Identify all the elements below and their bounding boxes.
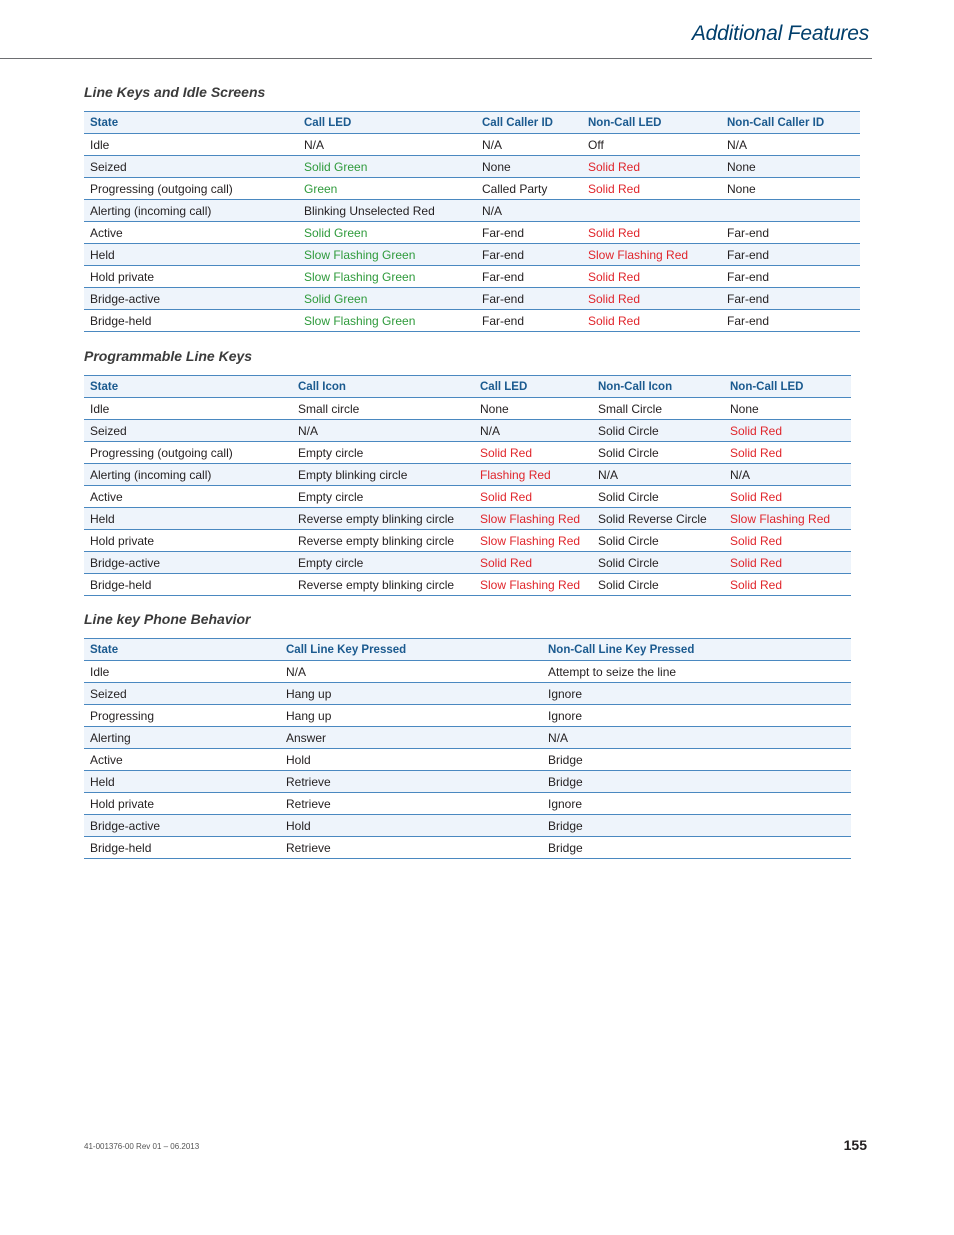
table-cell: N/A xyxy=(476,134,582,156)
table-cell: Slow Flashing Green xyxy=(298,244,476,266)
table-cell: Bridge xyxy=(542,749,851,771)
table-cell: Solid Red xyxy=(724,442,851,464)
table-cell xyxy=(721,200,860,222)
table-cell: Far-end xyxy=(721,222,860,244)
table-cell: Empty blinking circle xyxy=(292,464,474,486)
table-cell: Reverse empty blinking circle xyxy=(292,574,474,596)
table-cell: None xyxy=(724,398,851,420)
table-cell: Reverse empty blinking circle xyxy=(292,508,474,530)
table-cell: Empty circle xyxy=(292,486,474,508)
table-cell: Solid Red xyxy=(582,156,721,178)
table-row xyxy=(84,442,851,464)
table-cell: Active xyxy=(84,749,280,771)
table-cell: Idle xyxy=(84,134,298,156)
table-cell: Alerting (incoming call) xyxy=(84,200,298,222)
table-cell: Idle xyxy=(84,398,292,420)
table-row xyxy=(84,244,860,266)
section-heading: Programmable Line Keys xyxy=(84,348,253,364)
table-cell: Solid Circle xyxy=(592,530,724,552)
table-cell: Seized xyxy=(84,156,298,178)
table-cell: Reverse empty blinking circle xyxy=(292,530,474,552)
table-cell: Small Circle xyxy=(592,398,724,420)
column-header: Call Line Key Pressed xyxy=(280,639,542,661)
table-cell: Solid Reverse Circle xyxy=(592,508,724,530)
column-header: State xyxy=(84,376,292,398)
table-cell: Far-end xyxy=(476,288,582,310)
header-rule xyxy=(0,58,872,59)
column-header: Non-Call Caller ID xyxy=(721,112,860,134)
table-cell: Ignore xyxy=(542,705,851,727)
table-cell: Solid Circle xyxy=(592,442,724,464)
table-row xyxy=(84,310,860,332)
table-cell: Hold xyxy=(280,815,542,837)
table-cell: None xyxy=(721,156,860,178)
table-cell: N/A xyxy=(292,420,474,442)
table-cell: Bridge-held xyxy=(84,310,298,332)
table-header-row xyxy=(84,376,851,398)
table-cell: Alerting (incoming call) xyxy=(84,464,292,486)
table-cell: Solid Red xyxy=(724,420,851,442)
table-header-row xyxy=(84,112,860,134)
line-keys-idle-table xyxy=(84,111,860,332)
table-cell: Hold private xyxy=(84,530,292,552)
table-cell: Answer xyxy=(280,727,542,749)
table-cell: None xyxy=(474,398,592,420)
column-header: Non-Call LED xyxy=(582,112,721,134)
table-cell: N/A xyxy=(476,200,582,222)
table-cell: Bridge xyxy=(542,815,851,837)
table-cell: Solid Green xyxy=(298,222,476,244)
table-cell: Hang up xyxy=(280,705,542,727)
table-row xyxy=(84,178,860,200)
table-cell: Solid Red xyxy=(582,288,721,310)
table-row xyxy=(84,815,851,837)
table-header-row xyxy=(84,639,851,661)
table-cell: N/A xyxy=(724,464,851,486)
table-row xyxy=(84,266,860,288)
table-cell: Solid Red xyxy=(724,574,851,596)
table-cell: Hold xyxy=(280,749,542,771)
table-row xyxy=(84,420,851,442)
table-cell: Held xyxy=(84,244,298,266)
table-cell: Held xyxy=(84,508,292,530)
table-cell: Solid Red xyxy=(582,310,721,332)
table-row xyxy=(84,530,851,552)
table-cell: Solid Green xyxy=(298,156,476,178)
table-cell: Progressing (outgoing call) xyxy=(84,442,292,464)
table-cell: Solid Red xyxy=(582,266,721,288)
table-cell: Slow Flashing Red xyxy=(724,508,851,530)
table-cell: Solid Green xyxy=(298,288,476,310)
page-header-title: Additional Features xyxy=(691,22,869,45)
table-cell: Ignore xyxy=(542,683,851,705)
table-cell: Empty circle xyxy=(292,552,474,574)
table-cell: Hold private xyxy=(84,266,298,288)
table-cell: Retrieve xyxy=(280,793,542,815)
table-cell: Far-end xyxy=(476,244,582,266)
table-row xyxy=(84,574,851,596)
table-cell: Off xyxy=(582,134,721,156)
table-cell: Small circle xyxy=(292,398,474,420)
table-cell: Far-end xyxy=(721,244,860,266)
table-row xyxy=(84,288,860,310)
table-cell: Bridge xyxy=(542,771,851,793)
table-cell: Slow Flashing Red xyxy=(474,530,592,552)
table-cell: Ignore xyxy=(542,793,851,815)
column-header: State xyxy=(84,639,280,661)
table-cell: N/A xyxy=(298,134,476,156)
table-row xyxy=(84,508,851,530)
table-row xyxy=(84,727,851,749)
column-header: Non-Call Icon xyxy=(592,376,724,398)
table-row xyxy=(84,464,851,486)
table-cell: Attempt to seize the line xyxy=(542,661,851,683)
table-cell: Held xyxy=(84,771,280,793)
table-cell: None xyxy=(476,156,582,178)
table-cell: Alerting xyxy=(84,727,280,749)
column-header: State xyxy=(84,112,298,134)
table-cell: Far-end xyxy=(476,222,582,244)
table-cell: Slow Flashing Red xyxy=(474,574,592,596)
footer-page-number: 155 xyxy=(843,1137,867,1153)
table-cell: Progressing xyxy=(84,705,280,727)
table-row xyxy=(84,552,851,574)
column-header: Non-Call Line Key Pressed xyxy=(542,639,851,661)
table-row xyxy=(84,837,851,859)
table-cell: Seized xyxy=(84,683,280,705)
table-cell: Bridge-held xyxy=(84,837,280,859)
footer-doc-id: 41-001376-00 Rev 01 – 06.2013 xyxy=(84,1142,200,1151)
section-heading: Line key Phone Behavior xyxy=(84,611,251,627)
table-cell: Seized xyxy=(84,420,292,442)
table-cell: Solid Red xyxy=(474,552,592,574)
table-cell: Retrieve xyxy=(280,837,542,859)
table-cell: Green xyxy=(298,178,476,200)
section-heading: Line Keys and Idle Screens xyxy=(84,84,266,100)
table-cell: Bridge xyxy=(542,837,851,859)
table-cell: Active xyxy=(84,486,292,508)
table-cell: N/A xyxy=(280,661,542,683)
column-header: Call LED xyxy=(298,112,476,134)
table-cell: Bridge-active xyxy=(84,552,292,574)
column-header: Call Caller ID xyxy=(476,112,582,134)
table-cell: Far-end xyxy=(721,310,860,332)
table-cell: Bridge-held xyxy=(84,574,292,596)
table-row xyxy=(84,705,851,727)
table-cell: N/A xyxy=(542,727,851,749)
table-row xyxy=(84,134,860,156)
table-cell: Solid Red xyxy=(724,530,851,552)
table-cell: Bridge-active xyxy=(84,815,280,837)
table-cell: N/A xyxy=(474,420,592,442)
table-cell: Blinking Unselected Red xyxy=(298,200,476,222)
table-row xyxy=(84,398,851,420)
table-cell: Solid Red xyxy=(724,486,851,508)
table-row xyxy=(84,793,851,815)
table-cell: Slow Flashing Red xyxy=(582,244,721,266)
line-key-phone-behavior-table xyxy=(84,638,851,859)
table-cell: Far-end xyxy=(721,266,860,288)
table-cell: Hold private xyxy=(84,793,280,815)
table-row xyxy=(84,222,860,244)
table-cell: Far-end xyxy=(476,266,582,288)
table-cell: Slow Flashing Red xyxy=(474,508,592,530)
table-cell: Hang up xyxy=(280,683,542,705)
programmable-line-keys-table xyxy=(84,375,851,596)
table-row xyxy=(84,486,851,508)
table-cell: Solid Red xyxy=(724,552,851,574)
table-cell: Retrieve xyxy=(280,771,542,793)
table-cell: Empty circle xyxy=(292,442,474,464)
table-cell: Solid Circle xyxy=(592,574,724,596)
table-cell xyxy=(582,200,721,222)
table-cell: Far-end xyxy=(721,288,860,310)
table-cell: Solid Circle xyxy=(592,552,724,574)
table-cell: Solid Red xyxy=(582,222,721,244)
column-header: Call LED xyxy=(474,376,592,398)
table-cell: Bridge-active xyxy=(84,288,298,310)
table-row xyxy=(84,156,860,178)
table-cell: Called Party xyxy=(476,178,582,200)
table-cell: N/A xyxy=(721,134,860,156)
table-row xyxy=(84,749,851,771)
table-cell: Solid Red xyxy=(474,486,592,508)
table-row xyxy=(84,661,851,683)
table-cell: Idle xyxy=(84,661,280,683)
table-cell: Solid Circle xyxy=(592,420,724,442)
column-header: Non-Call LED xyxy=(724,376,851,398)
column-header: Call Icon xyxy=(292,376,474,398)
table-cell: Flashing Red xyxy=(474,464,592,486)
table-cell: None xyxy=(721,178,860,200)
table-cell: Slow Flashing Green xyxy=(298,310,476,332)
table-cell: Progressing (outgoing call) xyxy=(84,178,298,200)
table-cell: N/A xyxy=(592,464,724,486)
table-cell: Slow Flashing Green xyxy=(298,266,476,288)
table-cell: Solid Circle xyxy=(592,486,724,508)
table-cell: Far-end xyxy=(476,310,582,332)
table-cell: Solid Red xyxy=(474,442,592,464)
table-row xyxy=(84,771,851,793)
table-row xyxy=(84,683,851,705)
table-cell: Active xyxy=(84,222,298,244)
table-cell: Solid Red xyxy=(582,178,721,200)
table-row xyxy=(84,200,860,222)
